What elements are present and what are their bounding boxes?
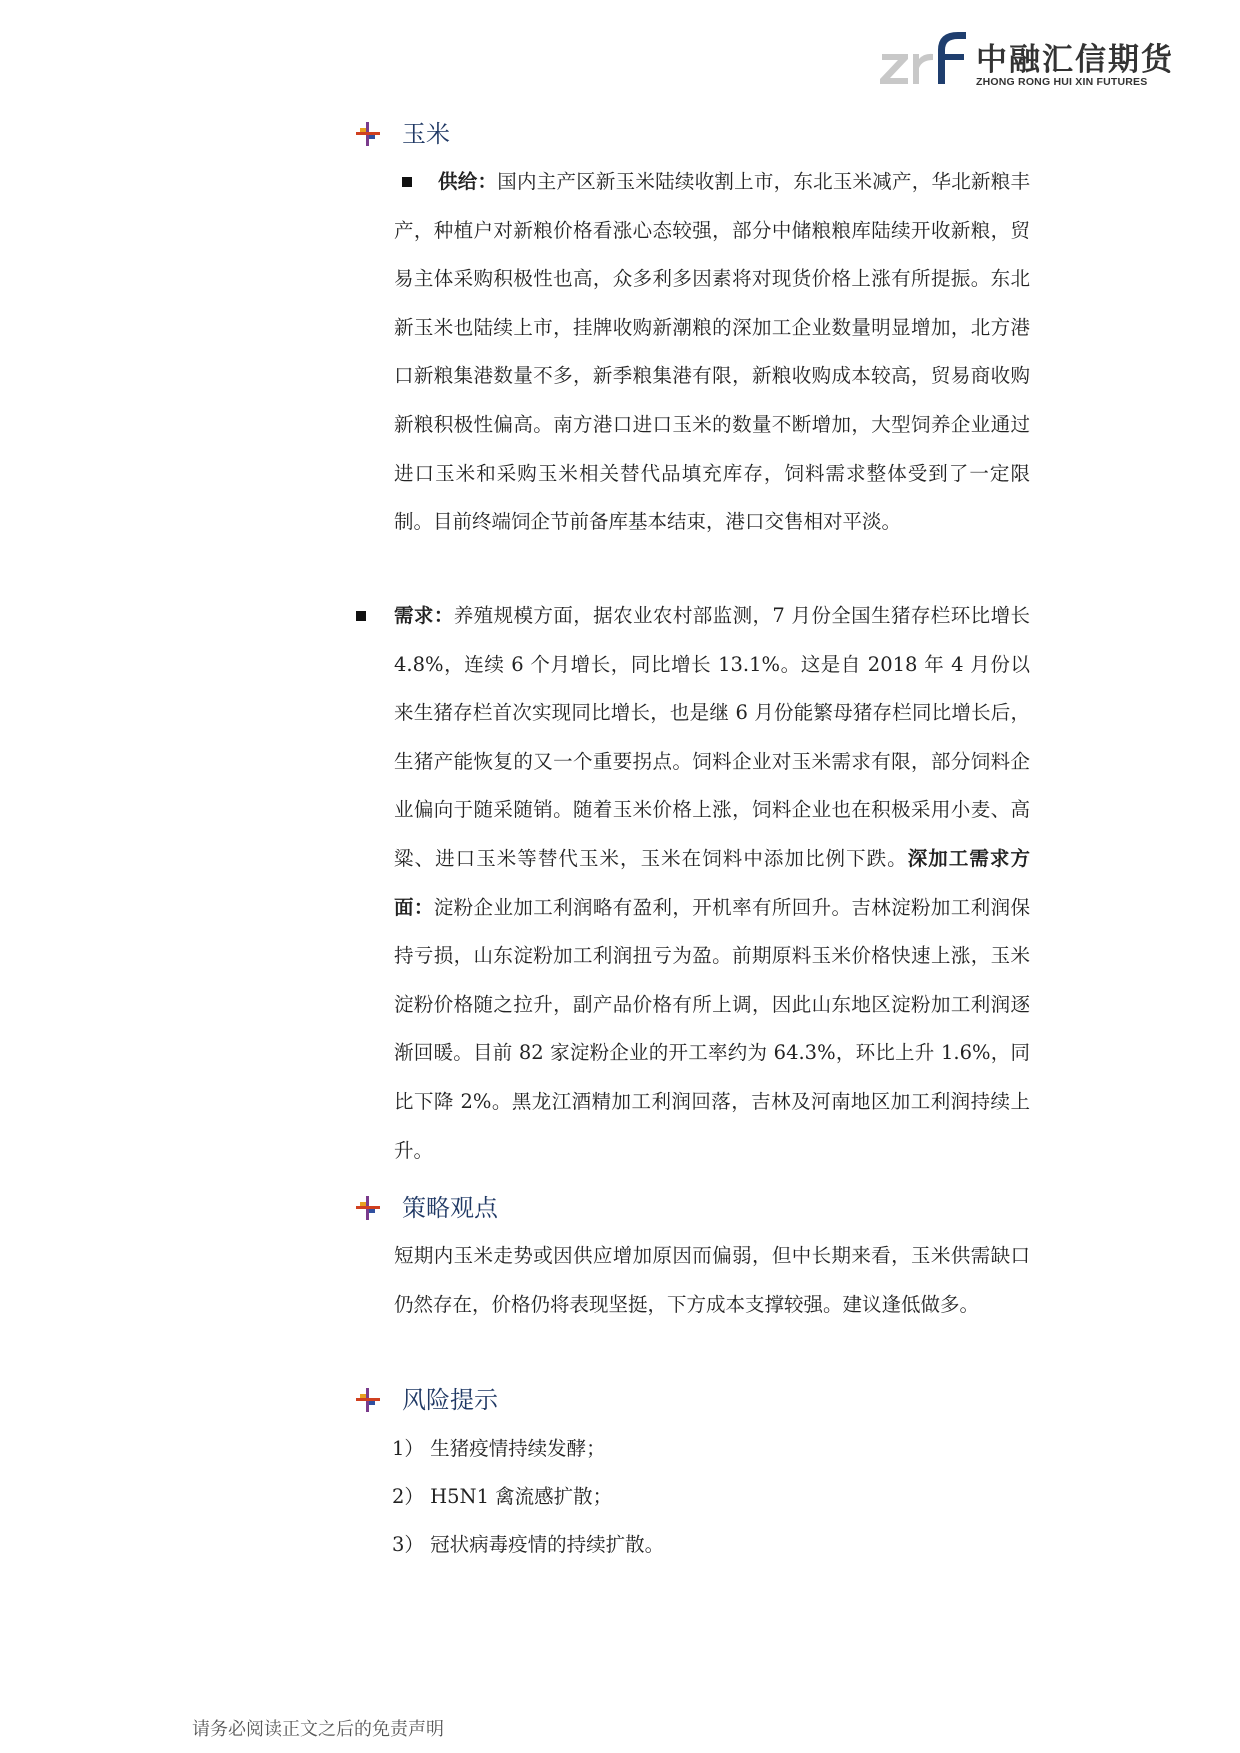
strategy-paragraph: 短期内玉米走势或因供应增加原因而偏弱，但中长期来看，玉米供需缺口仍然存在，价格仍将表现坚挺，下方成本支撑较强。建议逢低做多。 [394,1244,1030,1316]
deep-processing-text: 淀粉企业加工利润略有盈利，开机率有所回升。吉林淀粉加工利润保持亏损，山东淀粉加工利润扭亏为盈。前期原料玉米价格快速上涨，玉米淀粉价格随之拉升，副产品价格有所上调，因此山东地区淀粉加工利润逐渐回暖。目前 82 家淀粉企业的开工率约为 64.3%，环比上升 1.6%，同比下降 2%。黑龙江酒精加工利润回落，吉林及河南地区加工利润持续上升。 [394,895,1030,1162]
demand-paragraph [394,592,1030,1175]
company-logo [880,28,1174,98]
risk-item: 3） 冠状病毒疫情的持续扩散。 [392,1533,665,1556]
section-title: 风险提示 [402,1386,498,1414]
section-title: 玉米 [402,120,450,148]
cross-bullet-icon [356,1388,380,1412]
supply-text: 国内主产区新玉米陆续收割上市，东北玉米减产，华北新粮丰产，种植户对新粮价格看涨心态较强，部分中储粮粮库陆续开收新粮，贸易主体采购积极性也高，众多利多因素将对现货价格上涨有所提振。东北新玉米也陆续上市，挂牌收购新潮粮的深加工企业数量明显增加，北方港口新粮集港数量不多，新季粮集港有限，新粮收购成本较高，贸易商收购新粮积极性偏高。南方港口进口玉米的数量不断增加，大型饲养企业通过进口玉米和采购玉米相关替代品填充库存，饲料需求整体受到了一定限制。目前终端饲企节前备库基本结束，港口交售相对平淡。 [394,170,1030,534]
risk-item: 1） 生猪疫情持续发酵； [392,1437,606,1460]
logo-name-en: ZHONG RONG HUI XIN FUTURES [976,76,1148,88]
demand-text: 养殖规模方面，据农业农村部监测，7 月份全国生猪存栏环比增长 4.8%，连续 6 个月增长，同比增长 13.1%。这是自 2018 年 4 月份以来生猪存栏首次实现同比增长，也是继 6 月份能繁母猪存栏同比增长后，生猪产能恢复的又一个重要拐点。饲料企业对玉米需求有限，部分饲料企业偏向于随采随销。随着玉米价格上涨，饲料企业也在积极采用小麦、高粱、进口玉米等替代玉米，玉米在饲料中添加比例下跌。 [394,604,1030,870]
cross-bullet-icon [356,122,380,146]
deep-processing-label: 深加工需求方面： [394,846,1030,919]
supply-paragraph [394,158,1030,547]
cross-bullet-icon [356,1196,380,1220]
supply-label: 供给： [438,170,498,193]
logo-name-cn: 中融汇信期货 [976,42,1174,78]
demand-label: 需求： [394,604,454,627]
footer-disclaimer: 请务必阅读正文之后的免责声明 [192,1719,444,1740]
risk-item: 2） H5N1 禽流感扩散； [392,1485,613,1508]
square-bullet-icon [356,611,366,621]
zrf-logo-mark-icon [880,28,976,90]
section-title: 策略观点 [402,1194,498,1222]
